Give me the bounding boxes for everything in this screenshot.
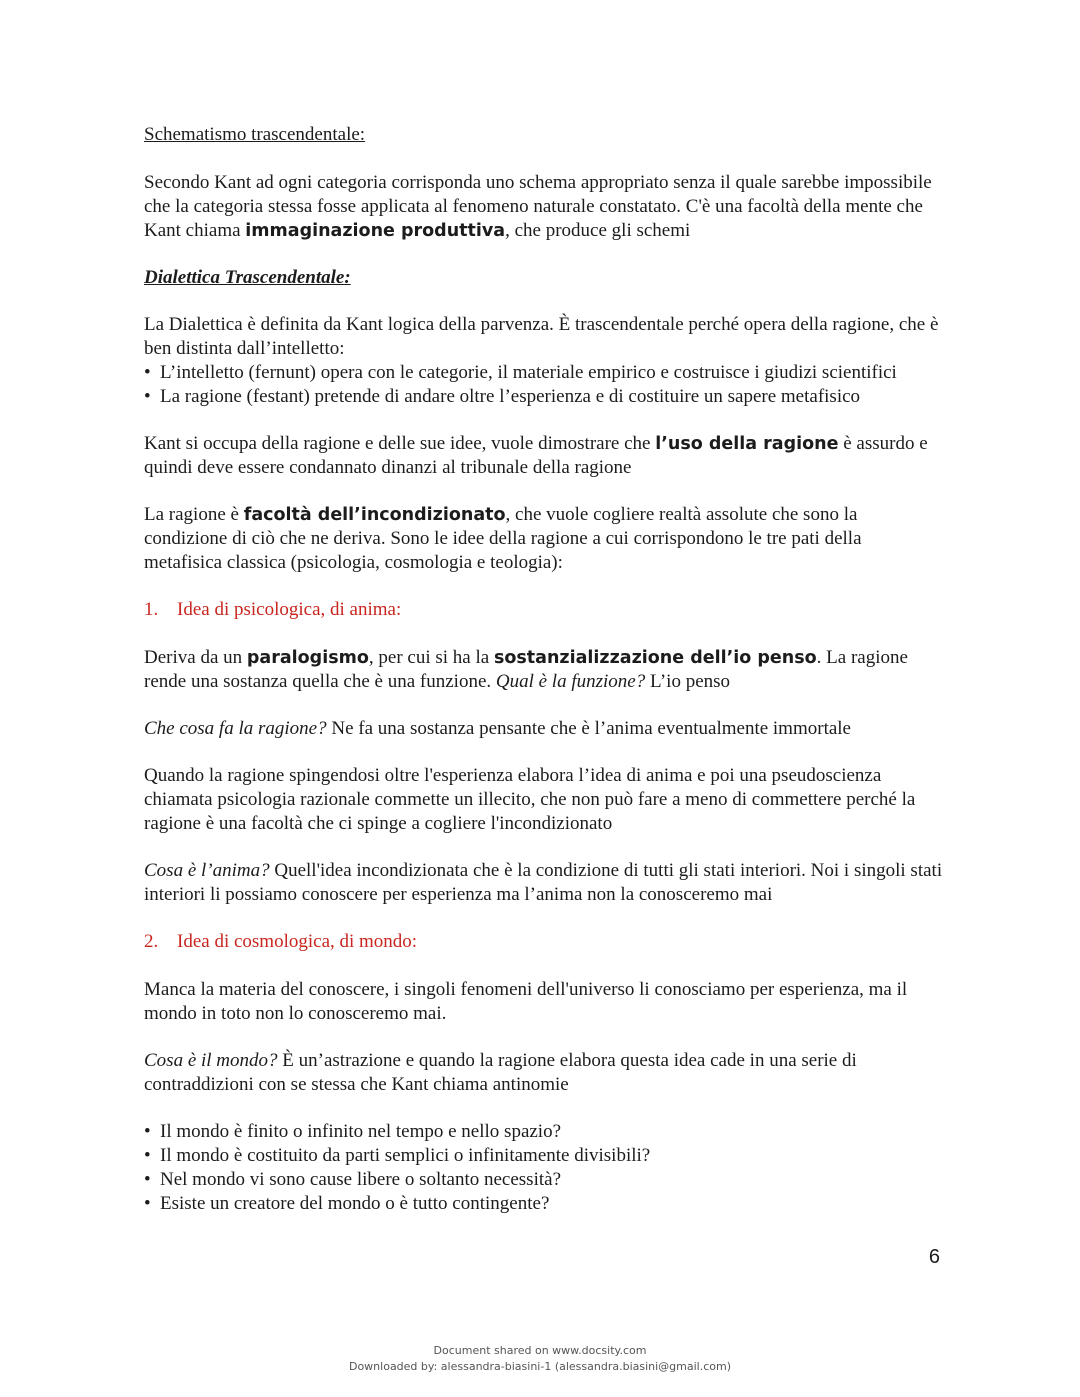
paragraph-incondizionato <box>144 503 944 575</box>
list-number: 1. <box>144 599 159 620</box>
paragraph-cosa-e-anima <box>144 859 944 907</box>
text-span: è assurdo e quindi deve essere condannato dinanzi al tribunale della ragione <box>144 433 928 478</box>
text-span: . La ragione rende una sostanza quella che è una funzione. <box>144 647 908 692</box>
paragraph-uso-ragione <box>144 432 944 480</box>
paragraph-materia-conoscere: Manca la materia del conoscere, i singoli fenomeni dell'universo li conosciamo per esperienza, ma il mondo in toto non lo conosceremo mai. <box>144 979 908 1024</box>
list-item: • Il mondo è costituito da parti semplici o infinitamente divisibili? <box>144 1144 944 1168</box>
numbered-heading-mondo <box>144 930 944 954</box>
paragraph-psicologia-razionale: Quando la ragione spingendosi oltre l'esperienza elabora l’idea di anima e poi una pseudoscienza chiamata psicologia razionale commette un illecito, che non può fare a meno di commettere perché la ragione è una facoltà che ci spinge a cogliere l'incondizionato <box>144 765 916 834</box>
question-mondo: Cosa è il mondo? <box>144 1050 278 1071</box>
text-span: Quell'idea incondizionata che è la condizione di tutti gli stati interiori. Noi i singoli stati interiori li possiamo conoscere per esperienza ma l’anima non la conosceremo mai <box>144 860 943 905</box>
keyword-facolta-incondizionato: facoltà dell’incondizionato <box>243 505 506 525</box>
list-item: • Esiste un creatore del mondo o è tutto contingente? <box>144 1192 944 1216</box>
question-ragione: Che cosa fa la ragione? <box>144 718 327 739</box>
section-title-schematismo: Schematismo trascendentale: <box>144 124 366 145</box>
text-span: La ragione è <box>144 504 244 525</box>
numbered-heading-text: Idea di psicologica, di anima: <box>177 599 402 620</box>
text-span: È un’astrazione e quando la ragione elabora questa idea cade in una serie di contraddizioni con se stessa che Kant chiama antinomie <box>144 1050 857 1095</box>
question-anima: Cosa è l’anima? <box>144 860 270 881</box>
numbered-heading-anima <box>144 598 944 622</box>
paragraph-cosa-e-mondo <box>144 1049 944 1097</box>
list-item: • L’intelletto (fernunt) opera con le categorie, il materiale empirico e costruisce i giudizi scientifici <box>144 361 964 385</box>
list-number: 2. <box>144 931 159 952</box>
footer-downloaded-by: Downloaded by: alessandra-biasini-1 (alessandra.biasini@gmail.com) <box>348 1360 732 1373</box>
text-span: , che vuole cogliere realtà assolute che sono la condizione di ciò che ne deriva. Sono le idee della ragione a cui corrispondono le tre pati della metafisica classica (psicologia, cosmologia e teologia): <box>144 504 862 573</box>
keyword-paralogismo: paralogismo <box>246 648 369 668</box>
text-span: Kant si occupa della ragione e delle sue idee, vuole dimostrare che <box>144 433 656 454</box>
paragraph-schematismo <box>144 171 944 243</box>
list-item: • Nel mondo vi sono cause libere o soltanto necessità? <box>144 1168 944 1192</box>
bullet-list-antinomie <box>144 1120 944 1216</box>
numbered-heading-text: Idea di cosmologica, di mondo: <box>177 931 418 952</box>
paragraph-dialettica: La Dialettica è definita da Kant logica della parvenza. È trascendentale perché opera della ragione, che è ben distinta dall’intelletto: <box>144 314 939 359</box>
bullet-list-intelletto-ragione <box>144 361 964 409</box>
page-number: 6 <box>928 1246 940 1268</box>
section-title-dialettica: Dialettica Trascendentale: <box>144 267 351 288</box>
paragraph-cosa-fa-ragione <box>144 717 944 741</box>
text-span: , che produce gli schemi <box>505 220 691 241</box>
text-span: Deriva da un <box>144 647 247 668</box>
footer-shared-on: Document shared on www.docsity.com <box>433 1344 647 1357</box>
text-span: Secondo Kant ad ogni categoria corrisponda uno schema appropriato senza il quale sarebbe impossibile che la categoria stessa fosse applicata al fenomeno naturale constatato. C'è una facoltà della mente che Kant chiama <box>144 172 932 241</box>
question-funzione: Qual è la funzione? <box>495 671 646 692</box>
text-span: Ne fa una sostanza pensante che è l’anima eventualmente immortale <box>326 718 851 739</box>
keyword-uso-della-ragione: l’uso della ragione <box>655 434 839 454</box>
text-span: L’io penso <box>645 671 731 692</box>
text-span: , per cui si ha la <box>368 647 494 668</box>
paragraph-paralogismo <box>144 646 944 694</box>
keyword-sostanzializzazione: sostanzializzazione dell’io penso <box>493 648 817 668</box>
keyword-immaginazione-produttiva: immaginazione produttiva <box>245 221 506 241</box>
list-item: • Il mondo è finito o infinito nel tempo e nello spazio? <box>144 1120 944 1144</box>
list-item: • La ragione (festant) pretende di andare oltre l’esperienza e di costituire un sapere metafisico <box>144 385 964 409</box>
